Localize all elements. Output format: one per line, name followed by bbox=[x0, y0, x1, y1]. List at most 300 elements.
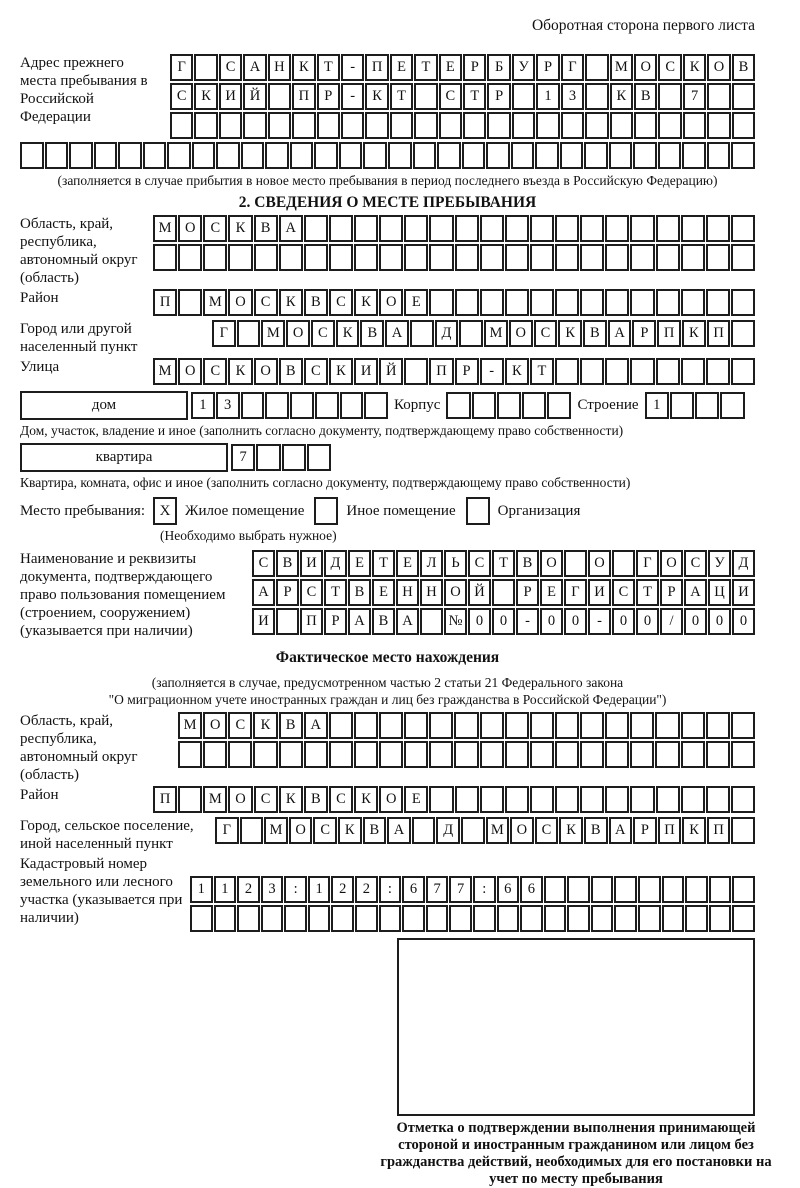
char-cell[interactable] bbox=[480, 786, 504, 813]
char-cell[interactable] bbox=[455, 289, 479, 316]
char-cell[interactable]: О bbox=[286, 320, 310, 347]
char-cell[interactable]: Г bbox=[564, 579, 587, 606]
char-cell[interactable] bbox=[633, 142, 657, 169]
char-cell[interactable] bbox=[178, 289, 202, 316]
char-cell[interactable] bbox=[732, 83, 755, 110]
char-cell[interactable] bbox=[279, 244, 303, 271]
char-cell[interactable]: П bbox=[707, 817, 731, 844]
char-cell[interactable]: О bbox=[588, 550, 611, 577]
char-cell[interactable]: 1 bbox=[645, 392, 669, 419]
char-cell[interactable]: Р bbox=[487, 83, 510, 110]
char-cell[interactable]: В bbox=[584, 817, 608, 844]
char-cell[interactable]: С bbox=[311, 320, 335, 347]
checkbox-other-premises[interactable] bbox=[314, 497, 338, 525]
char-cell[interactable]: 0 bbox=[732, 608, 755, 635]
char-cell[interactable] bbox=[265, 392, 289, 419]
char-cell[interactable]: П bbox=[153, 786, 177, 813]
char-cell[interactable]: О bbox=[203, 712, 227, 739]
char-cell[interactable] bbox=[69, 142, 93, 169]
char-cell[interactable] bbox=[253, 741, 277, 768]
char-cell[interactable]: О bbox=[379, 289, 403, 316]
char-cell[interactable]: С bbox=[252, 550, 275, 577]
char-cell[interactable] bbox=[463, 112, 486, 139]
char-cell[interactable]: 1 bbox=[190, 876, 213, 903]
char-cell[interactable] bbox=[731, 142, 755, 169]
char-cell[interactable]: В bbox=[634, 83, 657, 110]
char-cell[interactable] bbox=[455, 244, 479, 271]
char-cell[interactable]: В bbox=[276, 550, 299, 577]
char-cell[interactable] bbox=[547, 392, 571, 419]
char-cell[interactable] bbox=[555, 358, 579, 385]
char-cell[interactable]: : bbox=[284, 876, 307, 903]
char-cell[interactable] bbox=[449, 905, 472, 932]
char-cell[interactable] bbox=[437, 142, 461, 169]
char-cell[interactable]: М bbox=[610, 54, 633, 81]
char-cell[interactable]: Е bbox=[348, 550, 371, 577]
char-cell[interactable] bbox=[511, 142, 535, 169]
char-cell[interactable] bbox=[228, 244, 252, 271]
char-cell[interactable]: К bbox=[682, 320, 706, 347]
char-cell[interactable] bbox=[379, 244, 403, 271]
char-cell[interactable] bbox=[560, 142, 584, 169]
apartment-field-box[interactable]: квартира bbox=[20, 443, 228, 472]
char-cell[interactable]: 1 bbox=[536, 83, 559, 110]
char-cell[interactable] bbox=[656, 289, 680, 316]
char-cell[interactable]: Б bbox=[487, 54, 510, 81]
char-cell[interactable] bbox=[658, 83, 681, 110]
char-cell[interactable] bbox=[379, 712, 403, 739]
char-cell[interactable] bbox=[584, 142, 608, 169]
char-cell[interactable]: Н bbox=[268, 54, 291, 81]
char-cell[interactable] bbox=[630, 244, 654, 271]
char-cell[interactable]: И bbox=[354, 358, 378, 385]
char-cell[interactable] bbox=[265, 142, 289, 169]
char-cell[interactable] bbox=[462, 142, 486, 169]
char-cell[interactable]: 0 bbox=[564, 608, 587, 635]
char-cell[interactable]: Т bbox=[324, 579, 347, 606]
char-cell[interactable] bbox=[614, 905, 637, 932]
char-cell[interactable] bbox=[480, 741, 504, 768]
char-cell[interactable] bbox=[605, 786, 629, 813]
char-cell[interactable] bbox=[731, 786, 755, 813]
char-cell[interactable] bbox=[429, 741, 453, 768]
char-cell[interactable] bbox=[707, 112, 730, 139]
char-cell[interactable]: О bbox=[178, 215, 202, 242]
char-cell[interactable]: О bbox=[509, 320, 533, 347]
char-cell[interactable] bbox=[404, 244, 428, 271]
char-cell[interactable]: 6 bbox=[520, 876, 543, 903]
char-cell[interactable]: С bbox=[254, 289, 278, 316]
char-cell[interactable]: И bbox=[588, 579, 611, 606]
char-cell[interactable] bbox=[656, 358, 680, 385]
char-cell[interactable]: : bbox=[379, 876, 402, 903]
char-cell[interactable] bbox=[682, 142, 706, 169]
char-cell[interactable]: М bbox=[203, 289, 227, 316]
char-cell[interactable]: 6 bbox=[402, 876, 425, 903]
char-cell[interactable] bbox=[388, 142, 412, 169]
char-cell[interactable] bbox=[706, 215, 730, 242]
char-cell[interactable] bbox=[354, 712, 378, 739]
char-cell[interactable]: Е bbox=[404, 289, 428, 316]
char-cell[interactable] bbox=[178, 244, 202, 271]
char-cell[interactable]: В bbox=[348, 579, 371, 606]
checkbox-residential[interactable]: X bbox=[153, 497, 177, 525]
char-cell[interactable] bbox=[585, 112, 608, 139]
char-cell[interactable] bbox=[520, 905, 543, 932]
char-cell[interactable]: 0 bbox=[708, 608, 731, 635]
char-cell[interactable]: Р bbox=[536, 54, 559, 81]
char-cell[interactable] bbox=[20, 142, 44, 169]
char-cell[interactable] bbox=[178, 786, 202, 813]
char-cell[interactable]: М bbox=[203, 786, 227, 813]
char-cell[interactable] bbox=[706, 358, 730, 385]
char-cell[interactable]: М bbox=[484, 320, 508, 347]
char-cell[interactable] bbox=[706, 244, 730, 271]
char-cell[interactable] bbox=[612, 550, 635, 577]
char-cell[interactable]: Т bbox=[492, 550, 515, 577]
char-cell[interactable]: С bbox=[535, 817, 559, 844]
char-cell[interactable] bbox=[317, 112, 340, 139]
char-cell[interactable] bbox=[720, 392, 744, 419]
char-cell[interactable]: Р bbox=[660, 579, 683, 606]
char-cell[interactable] bbox=[505, 289, 529, 316]
char-cell[interactable] bbox=[94, 142, 118, 169]
char-cell[interactable] bbox=[505, 215, 529, 242]
char-cell[interactable]: - bbox=[480, 358, 504, 385]
char-cell[interactable]: Й bbox=[468, 579, 491, 606]
char-cell[interactable] bbox=[480, 215, 504, 242]
char-cell[interactable]: 6 bbox=[497, 876, 520, 903]
char-cell[interactable]: О bbox=[254, 358, 278, 385]
char-cell[interactable]: Т bbox=[636, 579, 659, 606]
char-cell[interactable] bbox=[304, 741, 328, 768]
char-cell[interactable] bbox=[454, 712, 478, 739]
char-cell[interactable]: П bbox=[300, 608, 323, 635]
char-cell[interactable] bbox=[656, 215, 680, 242]
char-cell[interactable] bbox=[429, 289, 453, 316]
char-cell[interactable] bbox=[605, 741, 629, 768]
char-cell[interactable]: А bbox=[348, 608, 371, 635]
char-cell[interactable] bbox=[497, 392, 521, 419]
char-cell[interactable] bbox=[355, 905, 378, 932]
char-cell[interactable]: Г bbox=[215, 817, 239, 844]
char-cell[interactable]: М bbox=[153, 358, 177, 385]
char-cell[interactable]: К bbox=[279, 786, 303, 813]
char-cell[interactable] bbox=[402, 905, 425, 932]
char-cell[interactable] bbox=[214, 905, 237, 932]
char-cell[interactable] bbox=[329, 741, 353, 768]
char-cell[interactable] bbox=[681, 358, 705, 385]
char-cell[interactable] bbox=[731, 215, 755, 242]
char-cell[interactable]: М bbox=[264, 817, 288, 844]
char-cell[interactable] bbox=[153, 244, 177, 271]
char-cell[interactable]: О bbox=[228, 786, 252, 813]
char-cell[interactable]: О bbox=[634, 54, 657, 81]
char-cell[interactable] bbox=[412, 817, 436, 844]
char-cell[interactable]: Р bbox=[324, 608, 347, 635]
char-cell[interactable]: О bbox=[540, 550, 563, 577]
char-cell[interactable] bbox=[404, 712, 428, 739]
char-cell[interactable]: К bbox=[336, 320, 360, 347]
char-cell[interactable]: Р bbox=[276, 579, 299, 606]
char-cell[interactable]: П bbox=[658, 817, 682, 844]
char-cell[interactable] bbox=[544, 876, 567, 903]
char-cell[interactable] bbox=[216, 142, 240, 169]
char-cell[interactable] bbox=[268, 83, 291, 110]
char-cell[interactable] bbox=[658, 142, 682, 169]
char-cell[interactable]: Т bbox=[463, 83, 486, 110]
char-cell[interactable] bbox=[681, 712, 705, 739]
char-cell[interactable]: И bbox=[252, 608, 275, 635]
char-cell[interactable] bbox=[268, 112, 291, 139]
char-cell[interactable] bbox=[630, 786, 654, 813]
char-cell[interactable]: 2 bbox=[355, 876, 378, 903]
char-cell[interactable]: Т bbox=[414, 54, 437, 81]
char-cell[interactable] bbox=[219, 112, 242, 139]
char-cell[interactable] bbox=[530, 244, 554, 271]
char-cell[interactable] bbox=[363, 142, 387, 169]
char-cell[interactable] bbox=[732, 876, 755, 903]
char-cell[interactable]: / bbox=[660, 608, 683, 635]
char-cell[interactable]: К bbox=[338, 817, 362, 844]
char-cell[interactable] bbox=[237, 905, 260, 932]
char-cell[interactable] bbox=[707, 83, 730, 110]
char-cell[interactable] bbox=[354, 244, 378, 271]
char-cell[interactable] bbox=[683, 112, 706, 139]
char-cell[interactable]: К bbox=[682, 817, 706, 844]
char-cell[interactable]: К bbox=[683, 54, 706, 81]
char-cell[interactable]: С bbox=[170, 83, 193, 110]
char-cell[interactable] bbox=[170, 112, 193, 139]
char-cell[interactable] bbox=[634, 112, 657, 139]
char-cell[interactable] bbox=[707, 142, 731, 169]
char-cell[interactable]: Р bbox=[463, 54, 486, 81]
char-cell[interactable] bbox=[228, 741, 252, 768]
char-cell[interactable]: О bbox=[228, 289, 252, 316]
char-cell[interactable]: А bbox=[304, 712, 328, 739]
char-cell[interactable]: В bbox=[360, 320, 384, 347]
char-cell[interactable] bbox=[497, 905, 520, 932]
char-cell[interactable] bbox=[591, 876, 614, 903]
char-cell[interactable]: А bbox=[387, 817, 411, 844]
char-cell[interactable]: Г bbox=[636, 550, 659, 577]
char-cell[interactable]: 1 bbox=[308, 876, 331, 903]
char-cell[interactable]: С bbox=[468, 550, 491, 577]
char-cell[interactable] bbox=[580, 712, 604, 739]
char-cell[interactable]: К bbox=[610, 83, 633, 110]
char-cell[interactable] bbox=[685, 905, 708, 932]
char-cell[interactable] bbox=[118, 142, 142, 169]
char-cell[interactable]: С bbox=[203, 215, 227, 242]
char-cell[interactable] bbox=[446, 392, 470, 419]
char-cell[interactable] bbox=[429, 244, 453, 271]
char-cell[interactable]: Р bbox=[317, 83, 340, 110]
char-cell[interactable]: А bbox=[608, 320, 632, 347]
char-cell[interactable] bbox=[414, 112, 437, 139]
char-cell[interactable]: К bbox=[354, 786, 378, 813]
char-cell[interactable] bbox=[243, 112, 266, 139]
char-cell[interactable]: В bbox=[363, 817, 387, 844]
char-cell[interactable]: У bbox=[708, 550, 731, 577]
char-cell[interactable] bbox=[731, 741, 755, 768]
char-cell[interactable] bbox=[681, 741, 705, 768]
char-cell[interactable] bbox=[535, 142, 559, 169]
char-cell[interactable] bbox=[585, 83, 608, 110]
char-cell[interactable]: К bbox=[228, 358, 252, 385]
char-cell[interactable]: 0 bbox=[684, 608, 707, 635]
char-cell[interactable] bbox=[354, 215, 378, 242]
char-cell[interactable]: В bbox=[304, 289, 328, 316]
char-cell[interactable]: С bbox=[313, 817, 337, 844]
char-cell[interactable] bbox=[426, 905, 449, 932]
char-cell[interactable] bbox=[580, 289, 604, 316]
char-cell[interactable] bbox=[709, 876, 732, 903]
char-cell[interactable] bbox=[329, 712, 353, 739]
char-cell[interactable]: К bbox=[253, 712, 277, 739]
char-cell[interactable] bbox=[203, 741, 227, 768]
char-cell[interactable]: К bbox=[354, 289, 378, 316]
char-cell[interactable]: Е bbox=[540, 579, 563, 606]
char-cell[interactable] bbox=[731, 817, 755, 844]
char-cell[interactable] bbox=[284, 905, 307, 932]
char-cell[interactable] bbox=[254, 244, 278, 271]
char-cell[interactable] bbox=[279, 741, 303, 768]
char-cell[interactable]: Г bbox=[212, 320, 236, 347]
char-cell[interactable]: К bbox=[329, 358, 353, 385]
char-cell[interactable]: 1 bbox=[191, 392, 215, 419]
char-cell[interactable] bbox=[339, 142, 363, 169]
char-cell[interactable] bbox=[681, 215, 705, 242]
char-cell[interactable] bbox=[480, 244, 504, 271]
char-cell[interactable]: Й bbox=[379, 358, 403, 385]
house-field-box[interactable]: дом bbox=[20, 391, 188, 420]
char-cell[interactable]: 7 bbox=[683, 83, 706, 110]
char-cell[interactable]: Т bbox=[390, 83, 413, 110]
char-cell[interactable] bbox=[544, 905, 567, 932]
char-cell[interactable]: С bbox=[658, 54, 681, 81]
char-cell[interactable]: С bbox=[612, 579, 635, 606]
char-cell[interactable]: Л bbox=[420, 550, 443, 577]
char-cell[interactable] bbox=[731, 712, 755, 739]
char-cell[interactable]: Е bbox=[390, 54, 413, 81]
char-cell[interactable] bbox=[241, 142, 265, 169]
char-cell[interactable] bbox=[290, 392, 314, 419]
char-cell[interactable]: Е bbox=[404, 786, 428, 813]
char-cell[interactable]: 3 bbox=[216, 392, 240, 419]
char-cell[interactable]: А bbox=[279, 215, 303, 242]
char-cell[interactable]: С bbox=[219, 54, 242, 81]
char-cell[interactable] bbox=[307, 444, 331, 471]
char-cell[interactable]: 0 bbox=[468, 608, 491, 635]
char-cell[interactable] bbox=[580, 786, 604, 813]
char-cell[interactable]: С bbox=[329, 786, 353, 813]
char-cell[interactable] bbox=[315, 392, 339, 419]
char-cell[interactable]: О bbox=[510, 817, 534, 844]
char-cell[interactable] bbox=[167, 142, 191, 169]
char-cell[interactable] bbox=[379, 905, 402, 932]
char-cell[interactable] bbox=[256, 444, 280, 471]
char-cell[interactable]: Д bbox=[732, 550, 755, 577]
char-cell[interactable]: № bbox=[444, 608, 467, 635]
char-cell[interactable] bbox=[364, 392, 388, 419]
char-cell[interactable] bbox=[404, 741, 428, 768]
char-cell[interactable] bbox=[261, 905, 284, 932]
char-cell[interactable]: А bbox=[609, 817, 633, 844]
char-cell[interactable] bbox=[492, 579, 515, 606]
char-cell[interactable]: - bbox=[341, 54, 364, 81]
char-cell[interactable] bbox=[555, 244, 579, 271]
char-cell[interactable]: К bbox=[279, 289, 303, 316]
char-cell[interactable]: П bbox=[153, 289, 177, 316]
char-cell[interactable] bbox=[605, 244, 629, 271]
checkbox-organization[interactable] bbox=[466, 497, 490, 525]
char-cell[interactable]: Н bbox=[420, 579, 443, 606]
char-cell[interactable]: Р bbox=[632, 320, 656, 347]
char-cell[interactable] bbox=[331, 905, 354, 932]
char-cell[interactable] bbox=[536, 112, 559, 139]
char-cell[interactable]: К bbox=[228, 215, 252, 242]
char-cell[interactable]: Т bbox=[317, 54, 340, 81]
char-cell[interactable]: П bbox=[292, 83, 315, 110]
char-cell[interactable] bbox=[630, 358, 654, 385]
char-cell[interactable]: В bbox=[732, 54, 755, 81]
char-cell[interactable] bbox=[630, 289, 654, 316]
char-cell[interactable]: К bbox=[559, 817, 583, 844]
char-cell[interactable] bbox=[638, 876, 661, 903]
char-cell[interactable]: Ц bbox=[708, 579, 731, 606]
char-cell[interactable]: 0 bbox=[492, 608, 515, 635]
char-cell[interactable] bbox=[505, 244, 529, 271]
char-cell[interactable] bbox=[190, 905, 213, 932]
char-cell[interactable] bbox=[413, 142, 437, 169]
char-cell[interactable] bbox=[329, 215, 353, 242]
char-cell[interactable] bbox=[561, 112, 584, 139]
char-cell[interactable] bbox=[512, 83, 535, 110]
char-cell[interactable] bbox=[414, 83, 437, 110]
char-cell[interactable]: 3 bbox=[561, 83, 584, 110]
char-cell[interactable] bbox=[630, 215, 654, 242]
char-cell[interactable] bbox=[567, 905, 590, 932]
char-cell[interactable]: М bbox=[178, 712, 202, 739]
char-cell[interactable]: - bbox=[588, 608, 611, 635]
char-cell[interactable]: 2 bbox=[331, 876, 354, 903]
char-cell[interactable]: Й bbox=[243, 83, 266, 110]
char-cell[interactable]: С bbox=[304, 358, 328, 385]
char-cell[interactable]: П bbox=[365, 54, 388, 81]
char-cell[interactable]: О bbox=[289, 817, 313, 844]
char-cell[interactable]: - bbox=[516, 608, 539, 635]
char-cell[interactable] bbox=[290, 142, 314, 169]
char-cell[interactable]: В bbox=[304, 786, 328, 813]
char-cell[interactable] bbox=[656, 244, 680, 271]
char-cell[interactable]: 0 bbox=[636, 608, 659, 635]
char-cell[interactable] bbox=[732, 112, 755, 139]
char-cell[interactable]: Н bbox=[396, 579, 419, 606]
char-cell[interactable] bbox=[706, 786, 730, 813]
char-cell[interactable]: П bbox=[707, 320, 731, 347]
char-cell[interactable] bbox=[530, 215, 554, 242]
char-cell[interactable] bbox=[638, 905, 661, 932]
char-cell[interactable] bbox=[429, 712, 453, 739]
char-cell[interactable] bbox=[709, 905, 732, 932]
char-cell[interactable] bbox=[555, 215, 579, 242]
char-cell[interactable] bbox=[487, 112, 510, 139]
char-cell[interactable]: 7 bbox=[449, 876, 472, 903]
char-cell[interactable] bbox=[404, 215, 428, 242]
char-cell[interactable]: О bbox=[379, 786, 403, 813]
char-cell[interactable] bbox=[505, 786, 529, 813]
char-cell[interactable] bbox=[530, 712, 554, 739]
